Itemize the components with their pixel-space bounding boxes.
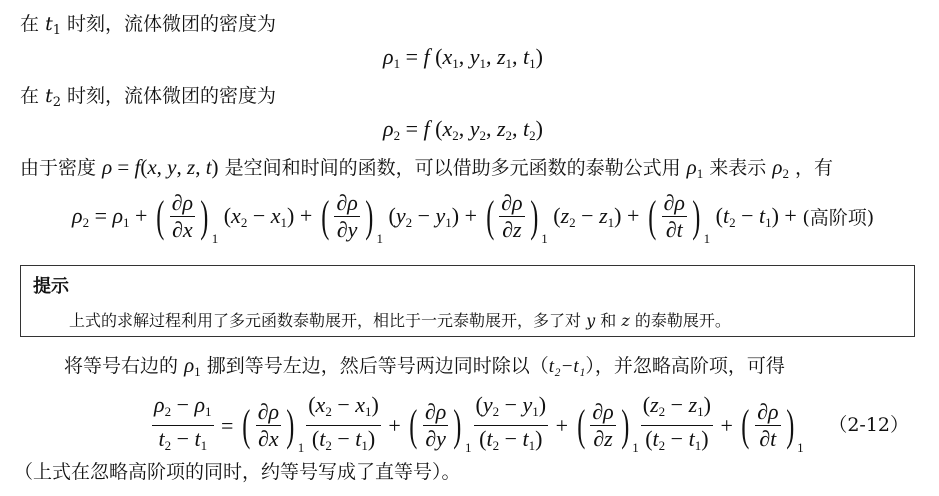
line2-prefix: 在: [20, 85, 40, 107]
line3-c: 来表示: [709, 157, 767, 179]
line4-a: 将等号右边的: [64, 355, 179, 377]
line3-b: 是空间和时间的函数，可以借助多元函数的泰勒公式用: [224, 157, 681, 179]
hint-title: 提示: [33, 276, 69, 297]
hint-and: 和: [600, 311, 617, 330]
text-line-1: 在 $t_1$ 时刻，流体微团的密度为: [20, 13, 277, 38]
line3-a: 由于密度: [20, 157, 97, 179]
text-line-2: 在 $t_2$ 时刻，流体微团的密度为: [20, 85, 277, 110]
footnote: （上式在忽略高阶项的同时，约等号写成了直等号）。: [14, 461, 461, 483]
hint-body: [69, 308, 731, 331]
equation-2-12: $\frac{\rho_2 - \rho_1}{t_2 - t_1}$ = ( $\frac{\partial\rho}{\partial x}$ ) 1 $\frac{(x_2 - x_1)}{(t_2 - t_1)}$ + ( $\frac{\partial\rho}{\partial y}$ ) 1 $\frac{(y_2 - y_1)}{(t_2 - t_1)}$ + ( $\frac{\partial\rho}{\partial z}$ ) 1 $\frac{(z_2 - z_1)}{(t_2 - t_1)}$ + ( $\frac{\partial\rho}{\partial t}$ ) 1: [154, 392, 804, 455]
equation-rho2: $\rho_2 = f$ ($x_2$, $y_2$, $z_2$, $t_2$): [383, 116, 543, 143]
hint-body-text-a: 上式的求解过程利用了多元函数泰勒展开，相比于一元泰勒展开，多了对: [69, 311, 582, 330]
hint-body-text-b: 的泰勒展开。: [634, 311, 731, 330]
line1-prefix: 在: [20, 13, 40, 35]
line3-d: ，有: [794, 157, 833, 179]
hint-var-y: y: [586, 311, 596, 330]
equation-rho1: $\rho_1 = f$ ($x_1$, $y_1$, $z_1$, $t_1$): [383, 44, 543, 71]
taylor-tail: (高阶项): [802, 207, 875, 229]
line2-text: 时刻，流体微团的密度为: [67, 85, 277, 107]
line4-inner: t₂−t₁: [548, 356, 586, 377]
line1-text: 时刻，流体微团的密度为: [67, 13, 277, 35]
equation-number: （2-12）: [828, 414, 909, 436]
text-line-3: 由于密度 ρ = f(x, y, z, t) 是空间和时间的函数，可以借助多元函数的泰勒公式用 $\rho_1$ 来表示 $\rho_2$ ，有: [20, 155, 833, 181]
text-line-4: 将等号右边的 $\rho_1$ 挪到等号左边，然后等号两边同时除以（t₂−t₁），并忽略高阶项，可得: [64, 353, 785, 379]
line4-b: 挪到等号左边，然后等号两边同时除以（: [206, 355, 549, 377]
line4-c: ），并忽略高阶项，可得: [585, 355, 785, 377]
equation-taylor: $\rho_2 = \rho_1$ + ( $\frac{\partial\rho}{\partial x}$ ) 1 $(x_2 - x_1)$ + ( $\frac{\partial\rho}{\partial y}$ ) 1 $(y_2 - y_1)$ + ( $\frac{\partial\rho}{\partial z}$ ) 1 $(z_2 - z_1)$ + ( $\frac{\partial\rho}{\partial t}$ ) 1 $(t_2 - t_1)$ + (高阶项): [72, 190, 875, 246]
hint-var-z: z: [621, 311, 630, 330]
hint-box: [20, 265, 915, 337]
